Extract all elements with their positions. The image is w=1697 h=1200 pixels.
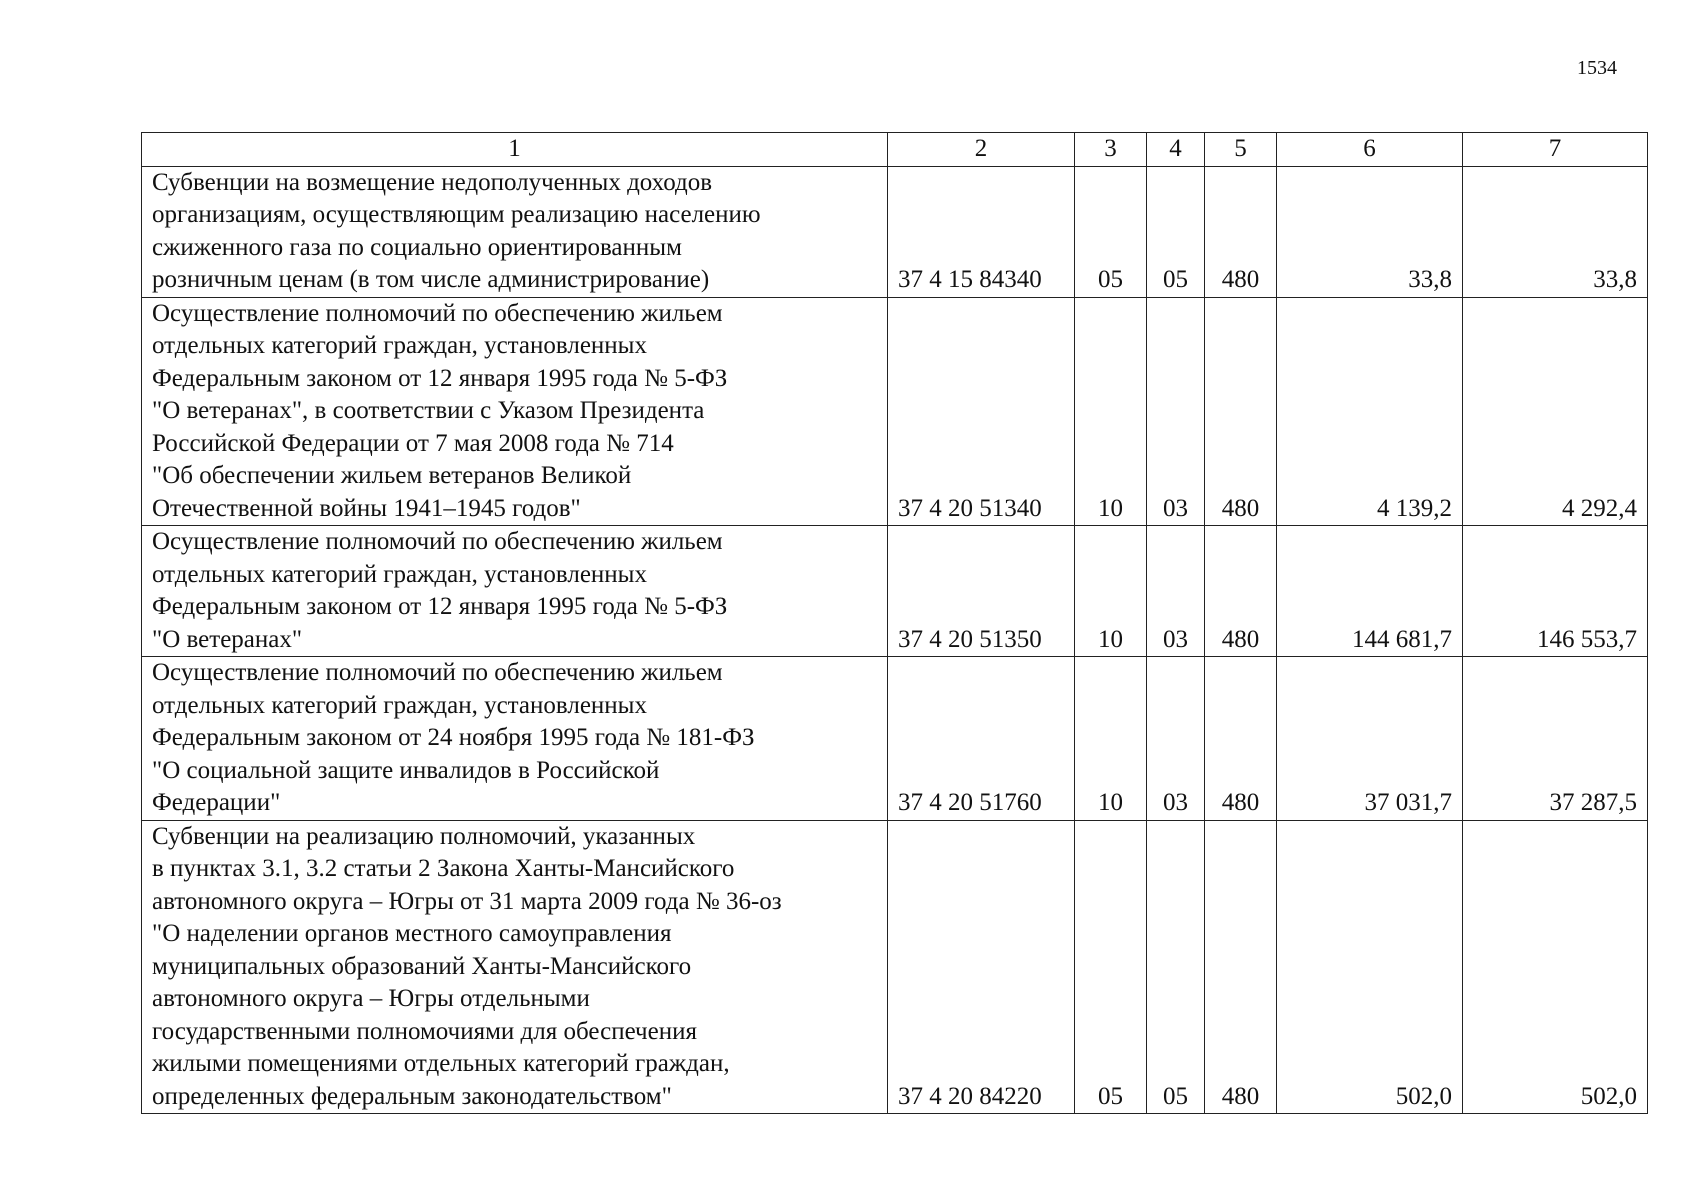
row-description: Осуществление полномочий по обеспечению жильем отдельных категорий граждан, установленных Федеральным законом от 24 ноября 1995 года № 181-ФЗ "О социальной защите инвалидов в Российской Федерации" [142,657,888,821]
row-type: 480 [1205,297,1277,526]
row-subsection: 03 [1147,526,1205,657]
row-description: Субвенции на реализацию полномочий, указанных в пунктах 3.1, 3.2 статьи 2 Закона Ханты-Мансийского автономного округа – Югры от 31 марта 2009 года № 36-оз "О наделении органов местного самоуправления муниципальных образований Ханты-Мансийского автономного округа – Югры отдельными государственными полномочиями для обеспечения жилыми помещениями отдельных категорий граждан, определенных федеральным законодательством" [142,820,888,1114]
row-amount-1: 37 031,7 [1277,657,1463,821]
row-section: 05 [1075,820,1147,1114]
row-amount-1: 502,0 [1277,820,1463,1114]
row-amount-2: 146 553,7 [1463,526,1648,657]
row-section: 10 [1075,526,1147,657]
row-section: 10 [1075,657,1147,821]
row-subsection: 05 [1147,166,1205,297]
table-row [142,526,1648,657]
row-description: Осуществление полномочий по обеспечению жильем отдельных категорий граждан, установленных Федеральным законом от 12 января 1995 года № 5-ФЗ "О ветеранах" [142,526,888,657]
row-amount-2: 502,0 [1463,820,1648,1114]
row-type: 480 [1205,820,1277,1114]
table-row [142,820,1648,1114]
budget-table [141,132,1648,1114]
row-description: Субвенции на возмещение недополученных доходов организациям, осуществляющим реализацию населению сжиженного газа по социально ориентированным розничным ценам (в том числе администрирование) [142,166,888,297]
row-type: 480 [1205,657,1277,821]
row-section: 10 [1075,297,1147,526]
row-code: 37 4 20 51340 [888,297,1075,526]
row-amount-2: 4 292,4 [1463,297,1648,526]
row-amount-1: 4 139,2 [1277,297,1463,526]
row-description: Осуществление полномочий по обеспечению жильем отдельных категорий граждан, установленных Федеральным законом от 12 января 1995 года № 5-ФЗ "О ветеранах", в соответствии с Указом Президента Российской Федерации от 7 мая 2008 года № 714 "Об обеспечении жильем ветеранов Великой Отечественной войны 1941–1945 годов" [142,297,888,526]
column-header: 4 [1147,133,1205,167]
table-row [142,297,1648,526]
row-code: 37 4 15 84340 [888,166,1075,297]
row-code: 37 4 20 51760 [888,657,1075,821]
row-amount-2: 37 287,5 [1463,657,1648,821]
page-number: 1534 [1577,57,1617,79]
column-header: 5 [1205,133,1277,167]
row-code: 37 4 20 51350 [888,526,1075,657]
column-header: 3 [1075,133,1147,167]
row-subsection: 03 [1147,657,1205,821]
table-row [142,166,1648,297]
row-section: 05 [1075,166,1147,297]
column-header: 6 [1277,133,1463,167]
row-code: 37 4 20 84220 [888,820,1075,1114]
row-amount-1: 33,8 [1277,166,1463,297]
table-row [142,657,1648,821]
row-subsection: 05 [1147,820,1205,1114]
row-subsection: 03 [1147,297,1205,526]
row-amount-1: 144 681,7 [1277,526,1463,657]
column-header: 7 [1463,133,1648,167]
column-header: 2 [888,133,1075,167]
column-header: 1 [142,133,888,167]
row-type: 480 [1205,166,1277,297]
table-header-row [142,133,1648,167]
row-amount-2: 33,8 [1463,166,1648,297]
row-type: 480 [1205,526,1277,657]
